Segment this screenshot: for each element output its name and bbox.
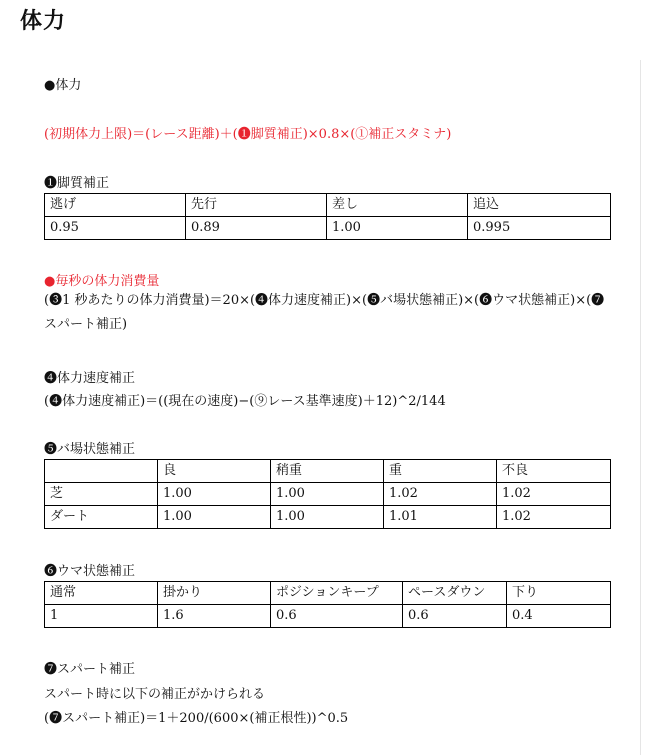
table-header-row <box>45 460 611 483</box>
table-header-cell: 通常 <box>45 582 158 605</box>
table-cell: ダート <box>45 506 158 529</box>
table-header-cell: 差し <box>327 194 468 217</box>
table-header-cell: ペースダウン <box>403 582 507 605</box>
table-header-cell: 掛かり <box>158 582 271 605</box>
spurt-note: スパート時に以下の補正がかけられる <box>44 687 266 702</box>
table-cell: 1.02 <box>497 506 611 529</box>
table-row <box>45 217 611 240</box>
speed-heading: ❹体力速度補正 <box>44 371 136 386</box>
table-header-row <box>45 194 611 217</box>
table-cell: 1.00 <box>158 506 271 529</box>
table-cell: 1.01 <box>384 506 497 529</box>
table-cell: 0.6 <box>271 605 403 628</box>
table-row <box>45 506 611 529</box>
page-title: 体力 <box>20 9 67 34</box>
table-cell: 芝 <box>45 483 158 506</box>
speed-formula: (❹体力速度補正)＝((現在の速度)−(⑨レース基準速度)＋12)^2/144 <box>44 394 446 409</box>
table-header-cell: 良 <box>158 460 271 483</box>
table-cell: 0.6 <box>403 605 507 628</box>
table-header-cell: 重 <box>384 460 497 483</box>
table-header-cell: 稍重 <box>271 460 384 483</box>
style-table <box>44 193 611 240</box>
style-heading: ❶脚質補正 <box>44 176 110 191</box>
ground-heading: ❺バ場状態補正 <box>44 442 136 457</box>
table-header-cell: 追込 <box>468 194 611 217</box>
right-divider <box>640 60 641 755</box>
mood-table <box>44 581 611 628</box>
table-cell: 1.00 <box>271 483 384 506</box>
table-cell: 0.89 <box>186 217 327 240</box>
table-row <box>45 605 611 628</box>
table-row <box>45 483 611 506</box>
table-cell: 0.4 <box>507 605 611 628</box>
table-cell: 1.00 <box>271 506 384 529</box>
hp-heading: ●体力 <box>44 78 82 93</box>
table-header-row <box>45 582 611 605</box>
table-header-cell: 逃げ <box>45 194 186 217</box>
table-header-cell: ポジションキープ <box>271 582 403 605</box>
table-cell: 1 <box>45 605 158 628</box>
consumption-heading: ●毎秒の体力消費量 <box>44 274 160 289</box>
table-header-cell: 不良 <box>497 460 611 483</box>
table-header-cell: 先行 <box>186 194 327 217</box>
table-cell: 0.995 <box>468 217 611 240</box>
ground-table <box>44 459 611 529</box>
consumption-formula: (❸1 秒あたりの体力消費量)＝20×(❹体力速度補正)×(❺バ場状態補正)×(❻ウマ状態補正)×(❼スパート補正) <box>44 293 605 332</box>
mood-heading: ❻ウマ状態補正 <box>44 564 136 579</box>
table-cell: 1.00 <box>327 217 468 240</box>
spurt-heading: ❼スパート補正 <box>44 662 136 677</box>
table-cell: 1.02 <box>384 483 497 506</box>
table-header-cell: 下り <box>507 582 611 605</box>
table-header-cell <box>45 460 158 483</box>
hp-formula: (初期体力上限)＝(レース距離)＋(❶脚質補正)×0.8×(①補正スタミナ) <box>44 127 452 142</box>
table-cell: 0.95 <box>45 217 186 240</box>
spurt-formula: (❼スパート補正)＝1＋200/(600×(補正根性))^0.5 <box>44 711 349 726</box>
table-cell: 1.00 <box>158 483 271 506</box>
table-cell: 1.02 <box>497 483 611 506</box>
table-cell: 1.6 <box>158 605 271 628</box>
